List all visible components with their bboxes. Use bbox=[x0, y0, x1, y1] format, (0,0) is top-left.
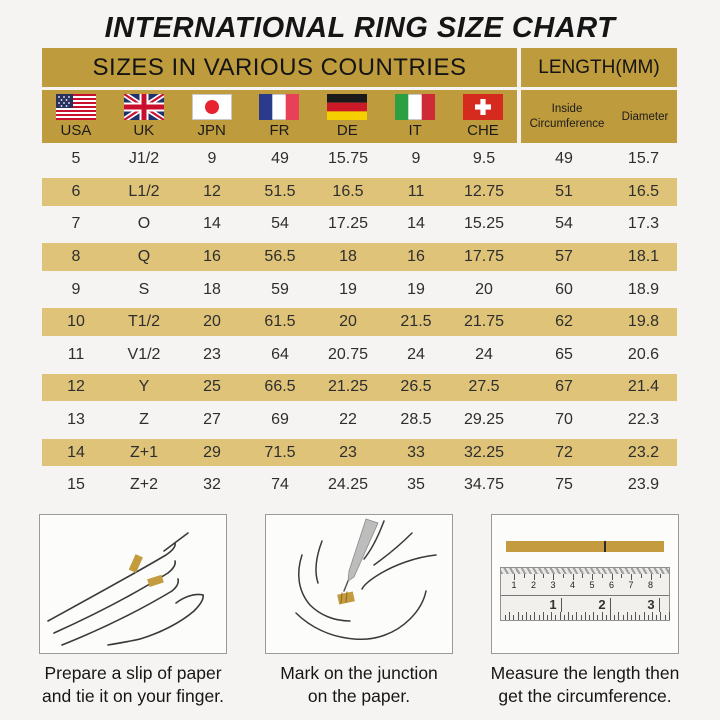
table-cell: 59 bbox=[271, 280, 289, 298]
table-cell: 72 bbox=[555, 443, 573, 461]
ruler-tick bbox=[568, 612, 569, 620]
table-cell: 54 bbox=[555, 215, 573, 233]
ruler-tick bbox=[530, 615, 531, 620]
ruler-tick bbox=[564, 615, 565, 620]
ruler-tick bbox=[597, 615, 598, 620]
italy-flag-icon bbox=[395, 94, 435, 120]
table-cell: 21.4 bbox=[627, 378, 660, 396]
ruler-cm-number: 2 bbox=[530, 579, 537, 590]
table-cell: 23 bbox=[339, 443, 357, 461]
ruler-tick bbox=[582, 574, 583, 578]
table-cell: 21.75 bbox=[463, 313, 505, 331]
usa-flag-icon bbox=[56, 94, 96, 120]
country-label: UK bbox=[133, 122, 155, 139]
ruler-tick bbox=[534, 612, 535, 620]
table-row bbox=[42, 371, 677, 404]
ruler-tick bbox=[547, 615, 548, 620]
switzerland-flag-icon bbox=[463, 94, 503, 120]
ruler-tick bbox=[614, 615, 615, 620]
table-cell: L1/2 bbox=[128, 182, 160, 200]
table-cell: 23 bbox=[203, 345, 221, 363]
table-cell: Q bbox=[137, 248, 151, 266]
table-cell: 11 bbox=[407, 182, 425, 200]
ruler-cm-number: 1 bbox=[511, 579, 517, 590]
table-cell: 60 bbox=[555, 280, 573, 298]
japan-flag-icon bbox=[192, 94, 232, 120]
ruler-tick bbox=[639, 615, 640, 620]
header-sizes-in-various-countries: SIZES IN VARIOUS COUNTRIES bbox=[42, 48, 517, 87]
ruler-tick bbox=[509, 612, 510, 620]
table-cell: 20.6 bbox=[627, 345, 660, 363]
country-label: FR bbox=[269, 122, 290, 139]
table-cell: 69 bbox=[271, 411, 289, 429]
table-cell: 24.25 bbox=[327, 476, 369, 494]
table-cell: 51 bbox=[555, 182, 573, 200]
table-cell: 61.5 bbox=[264, 313, 296, 331]
country-col-it bbox=[381, 90, 449, 143]
length-subheaders bbox=[521, 90, 677, 143]
ruler-divider-line bbox=[501, 595, 669, 596]
ruler-inch-number: 3 bbox=[647, 596, 655, 612]
table-row bbox=[42, 241, 677, 274]
table-cell: 6 bbox=[71, 182, 81, 200]
table-cell: 20 bbox=[203, 313, 221, 331]
table-cell: 49 bbox=[271, 150, 289, 168]
table-cell: 67 bbox=[555, 378, 573, 396]
ruler-tick bbox=[513, 615, 514, 620]
ruler-tick bbox=[644, 612, 645, 620]
table-row bbox=[42, 436, 677, 469]
page-title: INTERNATIONAL RING SIZE CHART bbox=[104, 12, 616, 44]
ruler-inch-number: 1 bbox=[549, 596, 557, 612]
table-cell: 24 bbox=[407, 345, 425, 363]
table-cell: 15.7 bbox=[627, 150, 660, 168]
table-cell: 10 bbox=[67, 313, 85, 331]
ruler-tick bbox=[543, 612, 544, 620]
country-label: IT bbox=[408, 122, 422, 139]
table-cell: 9 bbox=[207, 150, 217, 168]
ruler-tick bbox=[543, 574, 544, 578]
table-cell: 9 bbox=[411, 150, 421, 168]
country-label: CHE bbox=[467, 122, 499, 139]
table-cell: 7 bbox=[71, 215, 81, 233]
table-cell: 9 bbox=[71, 280, 81, 298]
table-cell: 18 bbox=[339, 248, 357, 266]
ruler-tick bbox=[593, 612, 594, 620]
table-cell: V1/2 bbox=[127, 345, 161, 363]
ruler-tick bbox=[660, 574, 661, 578]
ruler-tick bbox=[539, 615, 540, 620]
table-cell: 20.75 bbox=[327, 345, 369, 363]
table-cell: 11 bbox=[67, 345, 85, 363]
table-cell: Z+2 bbox=[129, 476, 158, 494]
table-row bbox=[42, 273, 677, 306]
ruler-tick bbox=[631, 615, 632, 620]
table-cell: 17.75 bbox=[463, 248, 505, 266]
table-row bbox=[42, 306, 677, 339]
ruler-tick bbox=[618, 612, 619, 620]
country-col-uk bbox=[110, 90, 178, 143]
ruler-tick bbox=[656, 615, 657, 620]
ruler-tick bbox=[652, 612, 653, 620]
table-cell: 65 bbox=[555, 345, 573, 363]
ruler-tick bbox=[665, 615, 666, 620]
ruler-tick bbox=[669, 612, 670, 620]
table-cell: O bbox=[137, 215, 151, 233]
table-row bbox=[42, 208, 677, 241]
ruler-tick bbox=[659, 598, 660, 612]
table-cell: S bbox=[138, 280, 150, 298]
ruler-tick bbox=[627, 612, 628, 620]
table-cell: 22 bbox=[339, 411, 357, 429]
caption-measure-length: Measure the length then get the circumference. bbox=[490, 662, 680, 706]
caption-tie-paper: Prepare a slip of paper and tie it on your finger. bbox=[42, 662, 224, 706]
table-cell: 16.5 bbox=[627, 182, 660, 200]
ruler-tick bbox=[623, 615, 624, 620]
ruler-cm-number: 4 bbox=[569, 579, 576, 590]
ruler-tick bbox=[606, 615, 607, 620]
table-cell: 32 bbox=[203, 476, 221, 494]
country-col-de bbox=[313, 90, 381, 143]
country-label: JPN bbox=[197, 122, 226, 139]
ruler-tick bbox=[524, 574, 525, 578]
ruler-tick bbox=[589, 615, 590, 620]
ruler-tick bbox=[560, 612, 561, 620]
header-length-mm: LENGTH(MM) bbox=[521, 48, 677, 87]
table-cell: 54 bbox=[271, 215, 289, 233]
table-cell: 24 bbox=[475, 345, 493, 363]
ruler-tick bbox=[635, 612, 636, 620]
table-row bbox=[42, 339, 677, 372]
table-cell: 15.75 bbox=[327, 150, 369, 168]
table-cell: 22.3 bbox=[627, 411, 660, 429]
table-cell: 29.25 bbox=[463, 411, 505, 429]
table-cell: 75 bbox=[555, 476, 573, 494]
ruler-tick bbox=[610, 612, 611, 620]
instructions-section bbox=[39, 514, 720, 708]
figure-measure-length bbox=[491, 514, 679, 708]
table-cell: 49 bbox=[555, 150, 573, 168]
table-cell: 29 bbox=[203, 443, 221, 461]
ruler-cm-number: 6 bbox=[608, 579, 615, 590]
table-cell: 18 bbox=[203, 280, 221, 298]
table-cell: 33 bbox=[407, 443, 425, 461]
ruler-cm-number: 3 bbox=[550, 579, 556, 590]
table-cell: 56.5 bbox=[264, 248, 296, 266]
ruler-tick bbox=[518, 612, 519, 620]
table-cell: 18.9 bbox=[627, 280, 660, 298]
ruler-tick bbox=[572, 615, 573, 620]
strip-mark bbox=[604, 541, 606, 552]
table-cell: 15 bbox=[67, 476, 85, 494]
table-cell: 27.5 bbox=[468, 378, 500, 396]
table-cell: 18.1 bbox=[627, 248, 660, 266]
table-cell: 27 bbox=[203, 411, 221, 429]
country-col-usa bbox=[42, 90, 110, 143]
table-cell: 19.8 bbox=[627, 313, 660, 331]
flags-header-row bbox=[42, 90, 677, 143]
table-cell: 66.5 bbox=[264, 378, 296, 396]
table-row bbox=[42, 404, 677, 437]
table-cell: 25 bbox=[203, 378, 221, 396]
countries-row bbox=[42, 90, 517, 143]
table-cell: 57 bbox=[555, 248, 573, 266]
inside-circumference-header: Inside Circumference bbox=[529, 103, 605, 130]
table-cell: 14 bbox=[67, 443, 85, 461]
tie-paper-illustration-box bbox=[39, 514, 227, 654]
table-cell: 19 bbox=[339, 280, 357, 298]
table-cell: 23.2 bbox=[627, 443, 660, 461]
table-cell: 19 bbox=[407, 280, 425, 298]
table-cell: 26.5 bbox=[400, 378, 432, 396]
pen-marking-hand-icon bbox=[266, 515, 453, 654]
caption-mark-junction: Mark on the junction on the paper. bbox=[280, 662, 438, 706]
table-cell: 74 bbox=[271, 476, 289, 494]
ruler-tick bbox=[522, 615, 523, 620]
table-cell: 12.75 bbox=[463, 182, 505, 200]
ruler-inch-number: 2 bbox=[598, 596, 606, 612]
table-cell: 28.5 bbox=[400, 411, 432, 429]
table-cell: T1/2 bbox=[127, 313, 160, 331]
table-cell: 21.25 bbox=[327, 378, 369, 396]
ruler-tick bbox=[610, 598, 611, 612]
table-row bbox=[42, 176, 677, 209]
table-cell: Z+1 bbox=[129, 443, 158, 461]
ruler-tick bbox=[505, 615, 506, 620]
paper-strip bbox=[506, 541, 664, 552]
ruler-serrated-edge bbox=[501, 568, 669, 574]
ruler-tick bbox=[581, 615, 582, 620]
country-col-jpn bbox=[178, 90, 246, 143]
table-cell: 17.3 bbox=[627, 215, 660, 233]
table-cell: 16 bbox=[407, 248, 425, 266]
figure-tie-paper bbox=[39, 514, 227, 708]
table-cell: 15.25 bbox=[463, 215, 505, 233]
ruler-tick bbox=[576, 612, 577, 620]
hand-with-paper-strip-icon bbox=[40, 515, 227, 654]
france-flag-icon bbox=[259, 94, 299, 120]
germany-flag-icon bbox=[327, 94, 367, 120]
ruler-cm-number: 5 bbox=[589, 579, 595, 590]
table-cell: 5 bbox=[71, 150, 81, 168]
table-cell: 17.25 bbox=[327, 215, 369, 233]
table-cell: 70 bbox=[555, 411, 573, 429]
country-col-fr bbox=[246, 90, 314, 143]
table-cell: 20 bbox=[339, 313, 357, 331]
ruler-tick bbox=[641, 574, 642, 578]
table-cell: 21.5 bbox=[400, 313, 432, 331]
ruler-tick bbox=[602, 612, 603, 620]
ruler-cm-number: 7 bbox=[628, 579, 634, 590]
table-cell: 32.25 bbox=[463, 443, 505, 461]
ruler-tick bbox=[621, 574, 622, 578]
mark-junction-illustration-box bbox=[265, 514, 453, 654]
table-header-row bbox=[42, 48, 677, 87]
ruler-tick bbox=[561, 598, 562, 612]
ruler-tick bbox=[660, 612, 661, 620]
ruler-tick bbox=[551, 612, 552, 620]
table-cell: 14 bbox=[407, 215, 425, 233]
ruler-cm-number: 8 bbox=[647, 579, 654, 590]
ruler-icon bbox=[500, 567, 670, 621]
table-cell: 34.75 bbox=[463, 476, 505, 494]
table-cell: 9.5 bbox=[472, 150, 496, 168]
country-label: DE bbox=[336, 122, 358, 139]
ruler-tick bbox=[602, 574, 603, 578]
country-label: USA bbox=[60, 122, 92, 139]
table-cell: 23.9 bbox=[627, 476, 660, 494]
table-cell: 51.5 bbox=[264, 182, 296, 200]
table-cell: 20 bbox=[475, 280, 493, 298]
table-cell: 64 bbox=[271, 345, 289, 363]
ring-size-table bbox=[42, 48, 677, 502]
ruler-tick bbox=[648, 615, 649, 620]
table-row bbox=[42, 469, 677, 502]
table-cell: Y bbox=[138, 378, 150, 396]
ruler-tick bbox=[585, 612, 586, 620]
uk-flag-icon bbox=[124, 94, 164, 120]
table-cell: 14 bbox=[203, 215, 221, 233]
measure-illustration-box bbox=[491, 514, 679, 654]
diameter-header: Diameter bbox=[621, 110, 669, 123]
table-cell: 12 bbox=[67, 378, 85, 396]
table-cell: J1/2 bbox=[128, 150, 160, 168]
table-cell: 13 bbox=[67, 411, 85, 429]
ruler-tick bbox=[526, 612, 527, 620]
table-cell: 16 bbox=[203, 248, 221, 266]
ruler-tick bbox=[555, 615, 556, 620]
table-cell: 71.5 bbox=[264, 443, 296, 461]
figure-mark-junction bbox=[265, 514, 453, 708]
table-cell: 8 bbox=[71, 248, 81, 266]
ruler-tick bbox=[563, 574, 564, 578]
table-body bbox=[42, 143, 677, 502]
table-cell: 12 bbox=[203, 182, 221, 200]
country-col-che bbox=[449, 90, 517, 143]
table-cell: Z bbox=[139, 411, 149, 429]
table-cell: 35 bbox=[407, 476, 425, 494]
table-row bbox=[42, 143, 677, 176]
table-cell: 62 bbox=[555, 313, 573, 331]
table-cell: 16.5 bbox=[332, 182, 364, 200]
